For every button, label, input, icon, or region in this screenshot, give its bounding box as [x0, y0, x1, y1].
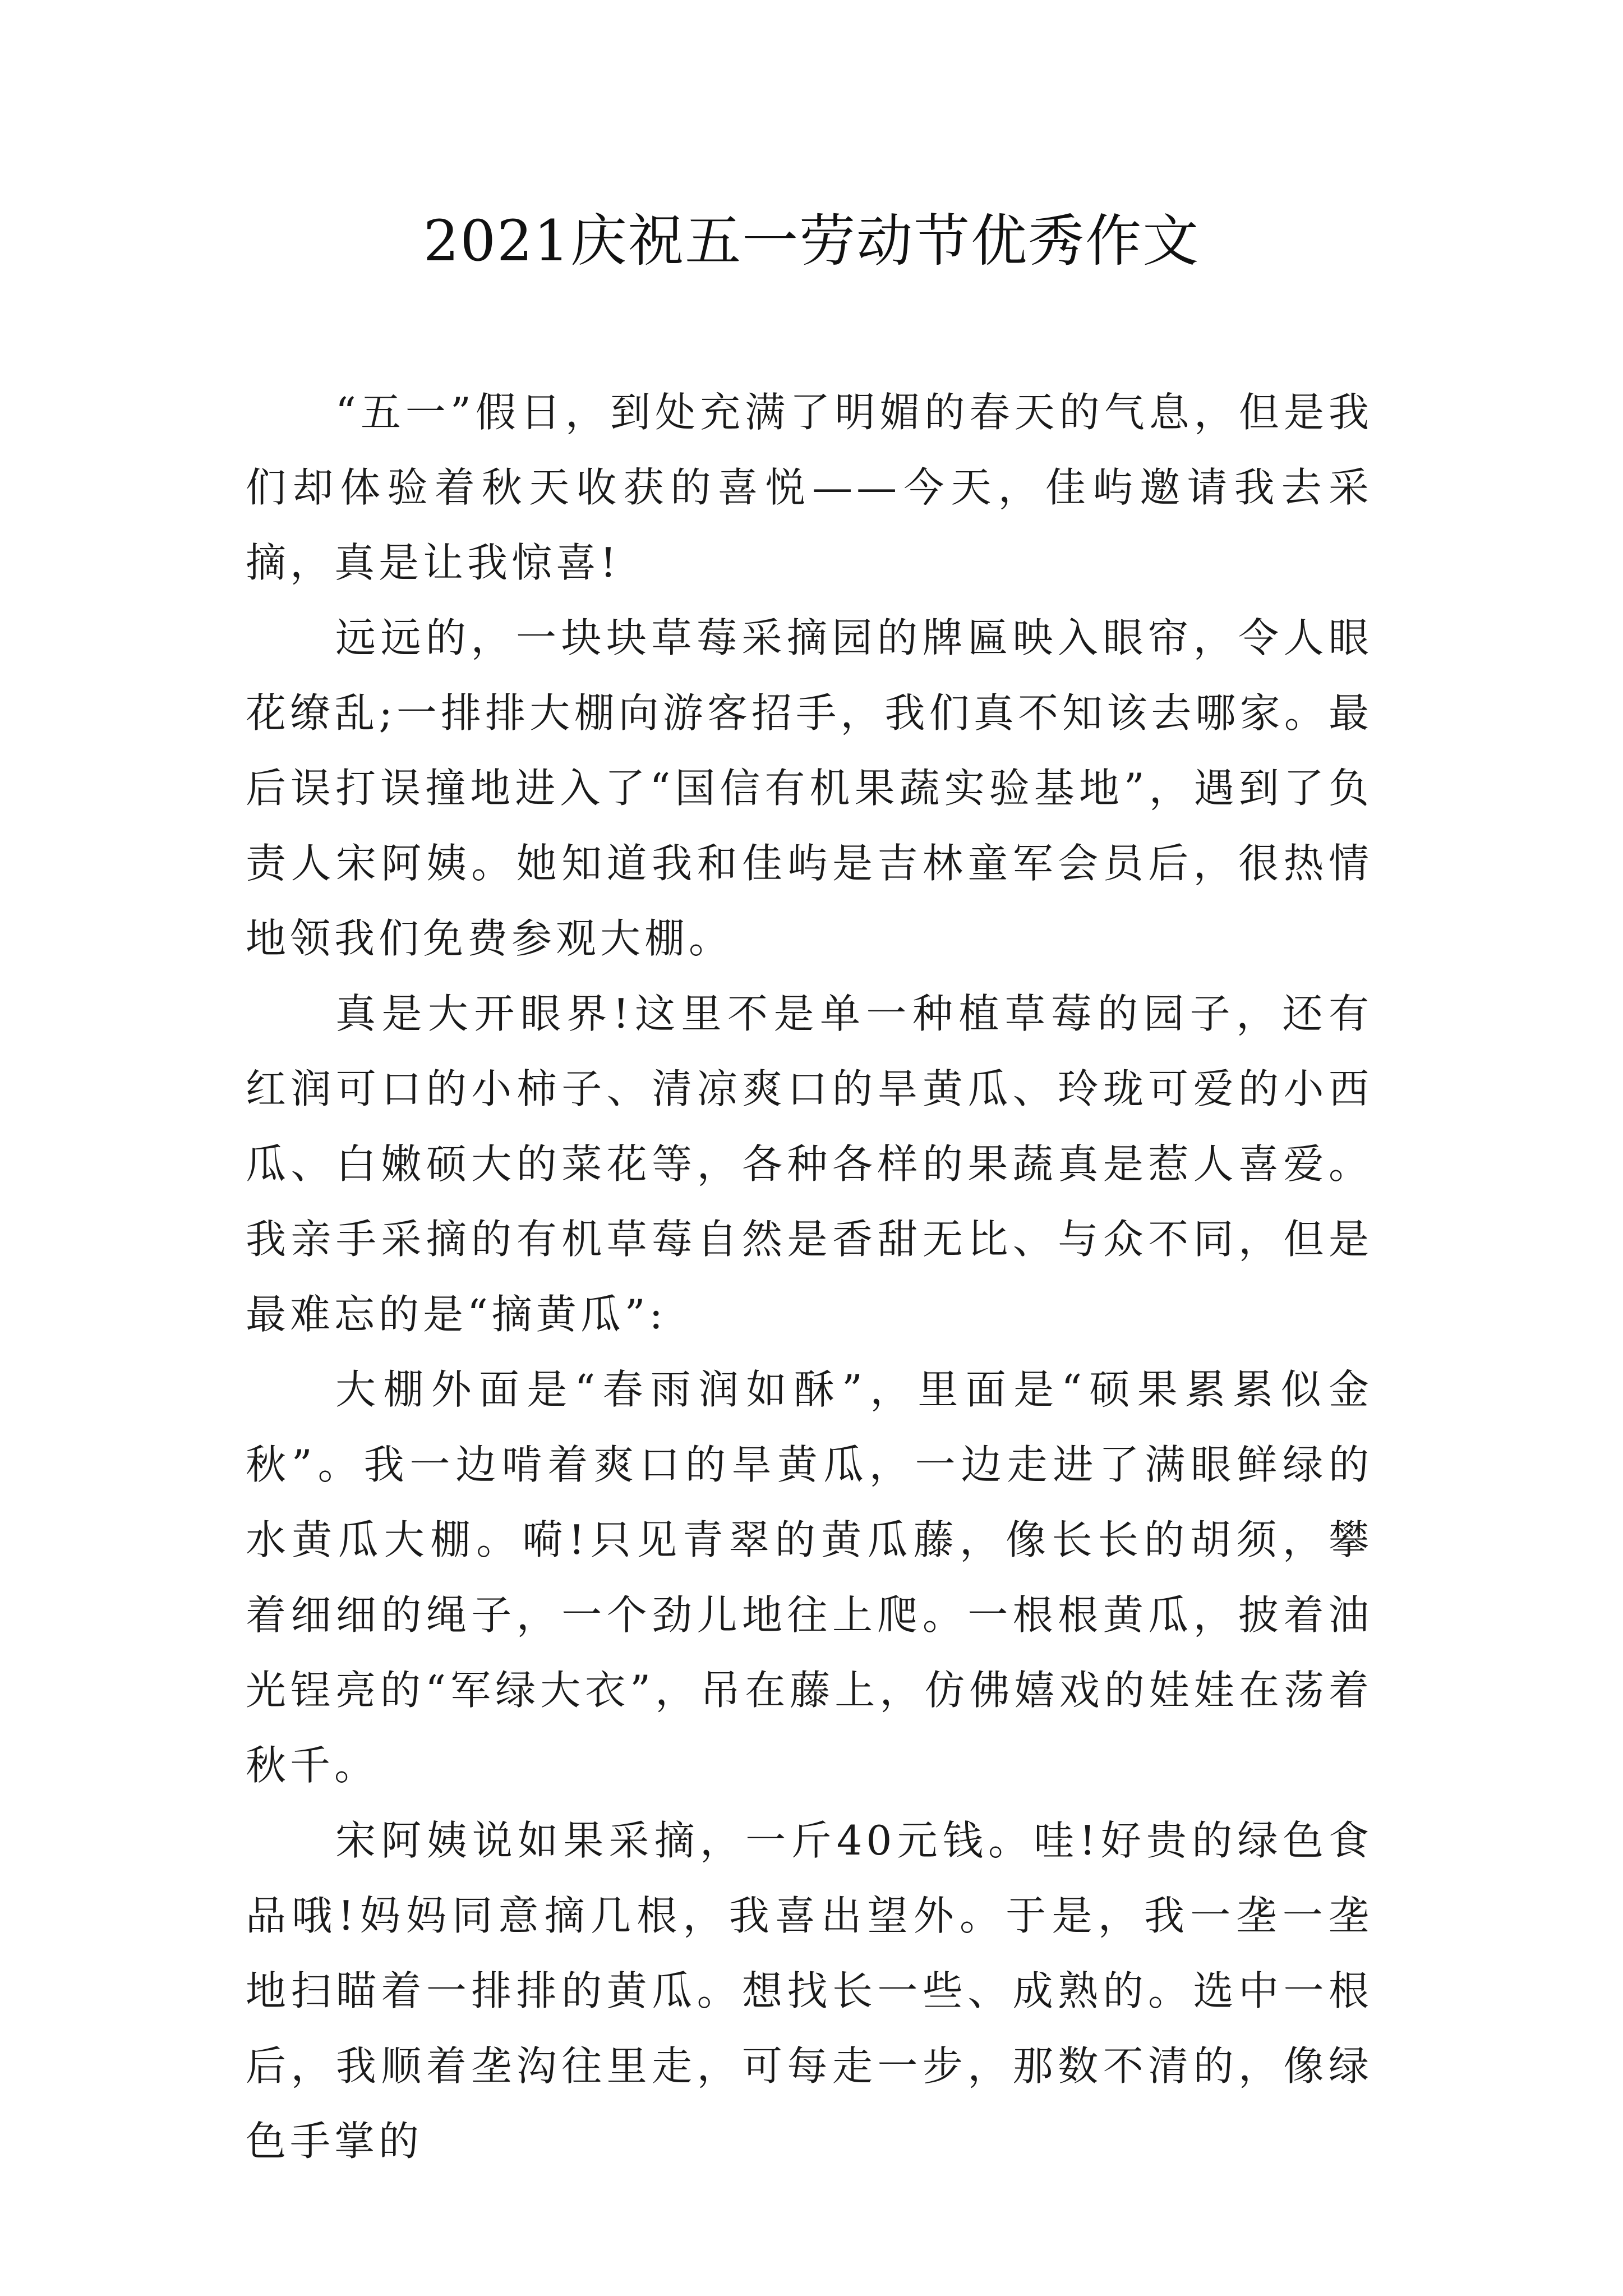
paragraph: “五一”假日，到处充满了明媚的春天的气息，但是我们却体验着秋天收获的喜悦——今天，佳屿邀请我去采摘，真是让我惊喜!	[246, 389, 1373, 586]
paragraph: 远远的，一块块草莓采摘园的牌匾映入眼帘，令人眼花缭乱;一排排大棚向游客招手，我们真不知该去哪家。最后误打误撞地进入了“国信有机果蔬实验基地”，遇到了负责人宋阿姨。她知道我和佳屿是吉林童军会员后，很热情地领我们免费参观大棚。	[246, 614, 1373, 962]
paragraph: 宋阿姨说如果采摘，一斤40元钱。哇!好贵的绿色食品哦!妈妈同意摘几根，我喜出望外。于是，我一垄一垄地扫瞄着一排排的黄瓜。想找长一些、成熟的。选中一根后，我顺着垄沟往里走，可每走一步，那数不清的，像绿色手掌的	[246, 1817, 1373, 2165]
paragraph: 大棚外面是“春雨润如酥”，里面是“硕果累累似金秋”。我一边啃着爽口的旱黄瓜，一边走进了满眼鲜绿的水黄瓜大棚。嗬!只见青翠的黄瓜藤，像长长的胡须，攀着细细的绳子，一个劲儿地往上爬。一根根黄瓜，披着油光锃亮的“军绿大衣”，吊在藤上，仿佛嬉戏的娃娃在荡着秋千。	[246, 1366, 1373, 1789]
paragraph: 真是大开眼界!这里不是单一种植草莓的园子，还有红润可口的小柿子、清凉爽口的旱黄瓜、玲珑可爱的小西瓜、白嫩硕大的菜花等，各种各样的果蔬真是惹人喜爱。我亲手采摘的有机草莓自然是香甜无比、与众不同，但是最难忘的是“摘黄瓜”:	[246, 990, 1373, 1338]
document-body	[246, 375, 1373, 2179]
document-title: 2021庆祝五一劳动节优秀作文	[423, 208, 1200, 274]
